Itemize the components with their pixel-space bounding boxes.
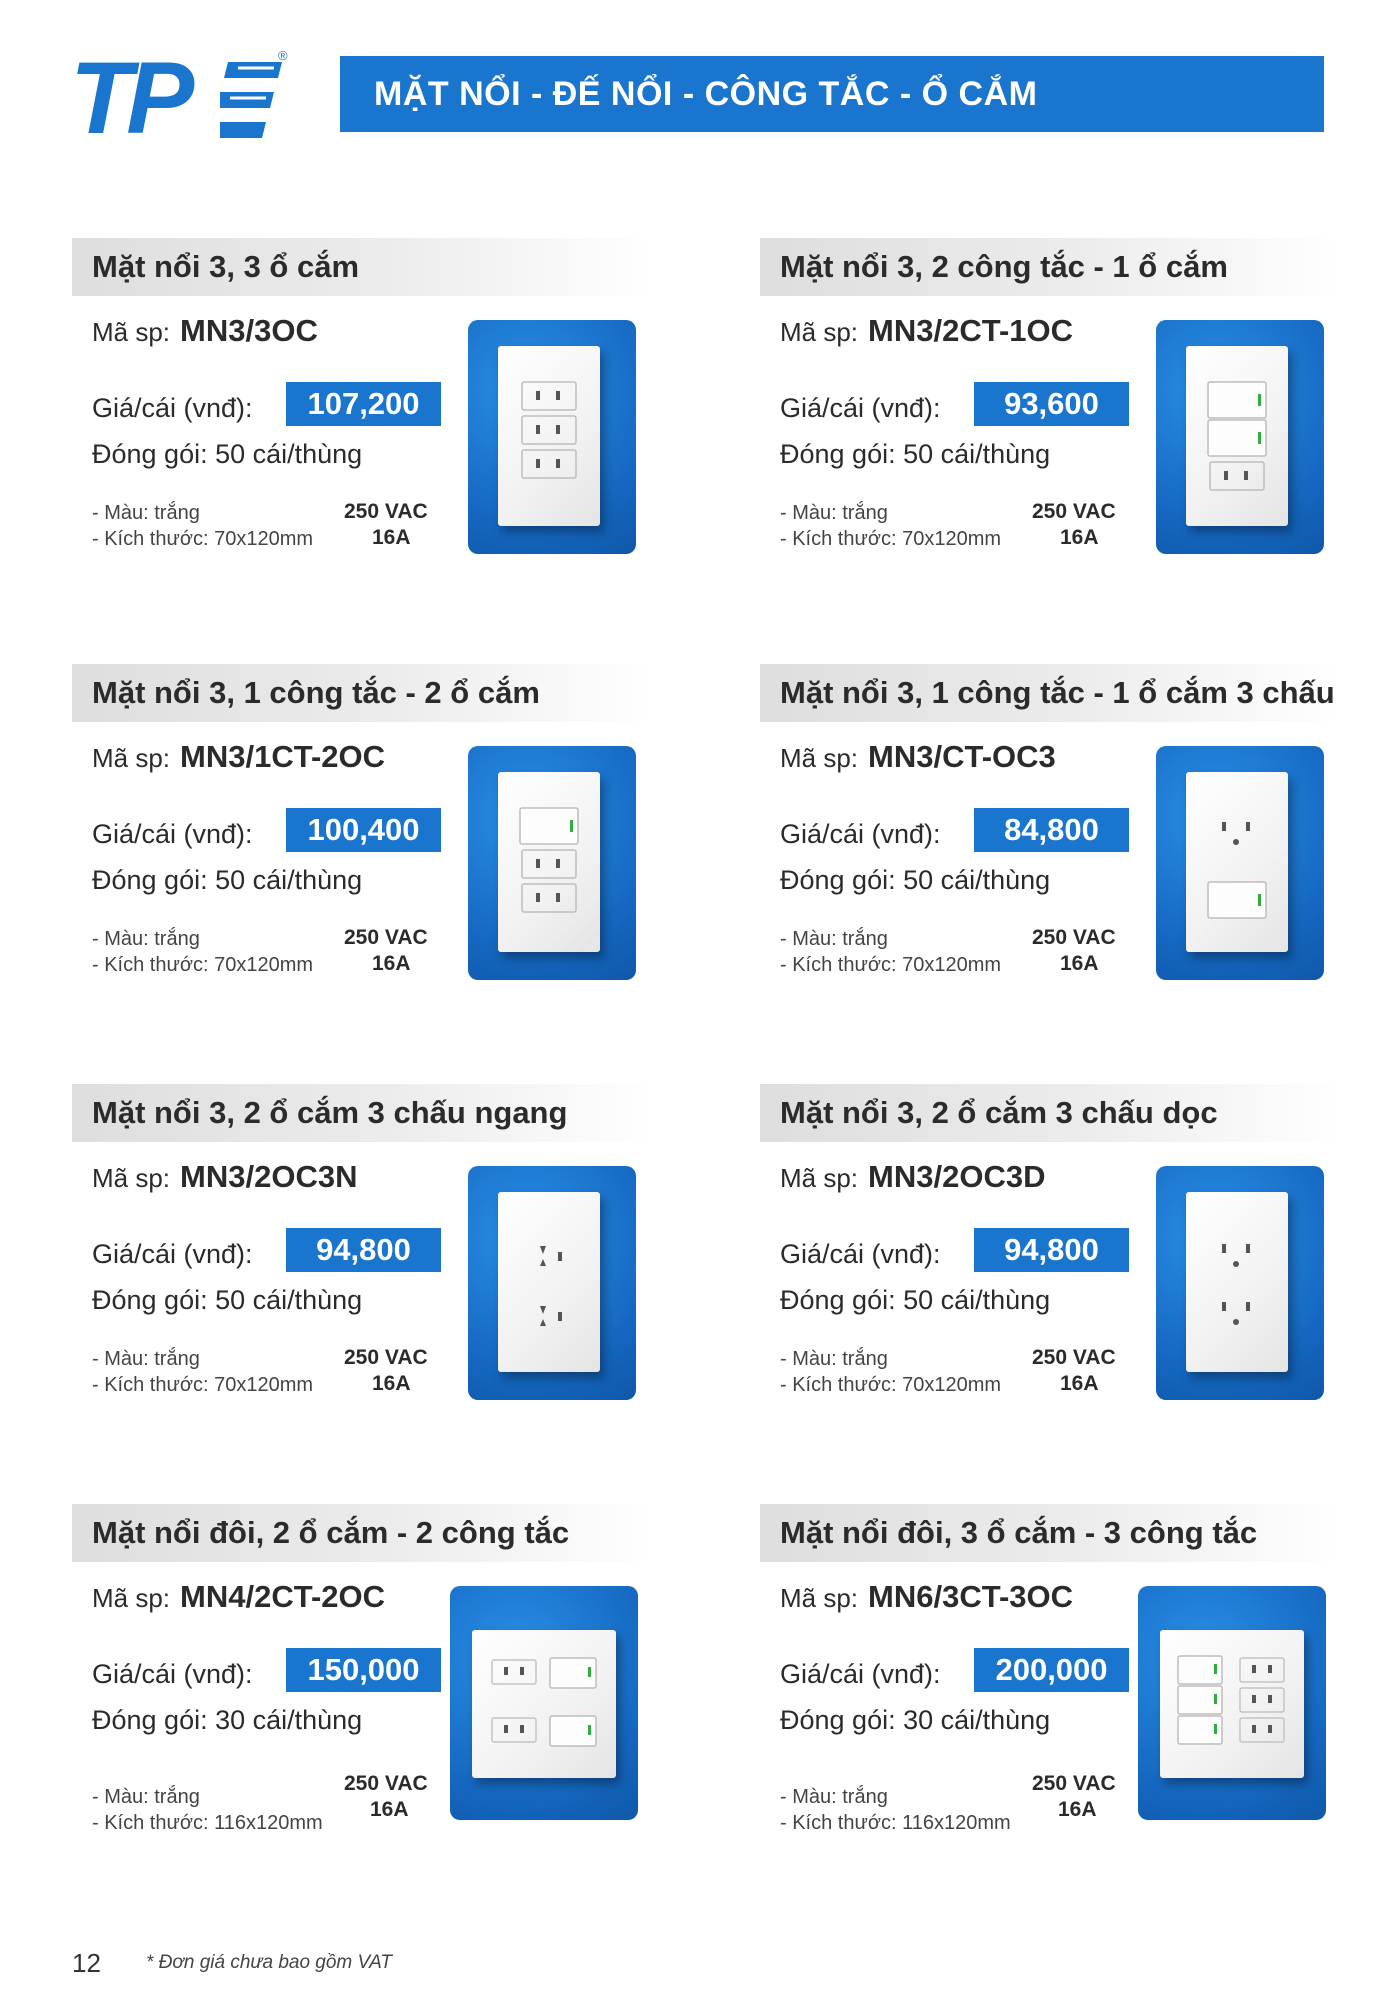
product-card <box>760 1504 1380 1834</box>
product-card <box>72 238 692 568</box>
price-label: Giá/cái (vnđ): <box>780 1239 941 1269</box>
product-code: Mã sp: MN4/2CT-2OC <box>92 1579 386 1614</box>
current-spec: 16A <box>1060 526 1099 549</box>
wall-plate <box>498 346 600 526</box>
product-code: Mã sp: MN3/CT-OC3 <box>780 739 1056 774</box>
product-header <box>72 664 652 722</box>
brand-logo <box>70 41 300 155</box>
product-image <box>468 1166 636 1400</box>
current-spec: 16A <box>1058 1798 1097 1821</box>
registered-mark: ® <box>278 48 288 63</box>
current-spec: 16A <box>372 952 411 975</box>
product-card <box>72 1504 692 1834</box>
product-code-value: MN3/CT-OC3 <box>868 739 1056 774</box>
voltage-spec: 250 VAC <box>1032 1346 1116 1369</box>
voltage-spec: 250 VAC <box>1032 500 1116 523</box>
banner-title: MẶT NỔI - ĐẾ NỔI - CÔNG TẮC - Ổ CẮM <box>374 74 1038 113</box>
color-spec: - Màu: trắng <box>780 502 888 524</box>
product-name: Mặt nổi 3, 2 công tắc - 1 ổ cắm <box>780 249 1228 284</box>
product-code: Mã sp: MN3/3OC <box>92 313 318 348</box>
socket-icon <box>522 382 576 478</box>
color-spec: - Màu: trắng <box>780 1786 888 1808</box>
packaging-info: Đóng gói: 50 cái/thùng <box>780 439 1051 469</box>
wall-plate <box>472 1630 616 1778</box>
product-code: Mã sp: MN3/2OC3D <box>780 1159 1046 1194</box>
logo-text: TP <box>70 41 189 155</box>
color-spec: - Màu: trắng <box>92 1786 200 1808</box>
price-badge: 100,400 <box>286 808 441 852</box>
voltage-spec: 250 VAC <box>1032 1772 1116 1795</box>
packaging-info: Đóng gói: 50 cái/thùng <box>780 865 1051 895</box>
product-name: Mặt nổi 3, 1 công tắc - 2 ổ cắm <box>92 675 540 710</box>
wall-plate <box>1186 346 1288 526</box>
product-header <box>72 1084 652 1142</box>
product-card <box>72 664 692 994</box>
voltage-spec: 250 VAC <box>344 1772 428 1795</box>
price-label: Giá/cái (vnđ): <box>92 1239 253 1269</box>
product-image <box>468 320 636 554</box>
voltage-spec: 250 VAC <box>344 500 428 523</box>
wall-plate <box>1160 1630 1304 1778</box>
product-code: Mã sp: MN3/2CT-1OC <box>780 313 1074 348</box>
price-badge: 107,200 <box>286 382 441 426</box>
product-image <box>1156 1166 1324 1400</box>
color-spec: - Màu: trắng <box>92 1348 200 1370</box>
product-header <box>72 238 652 296</box>
packaging-info: Đóng gói: 30 cái/thùng <box>92 1705 363 1735</box>
packaging-info: Đóng gói: 50 cái/thùng <box>780 1285 1051 1315</box>
product-card <box>760 664 1380 994</box>
product-code: Mã sp: MN3/1CT-2OC <box>92 739 386 774</box>
product-card <box>760 1084 1380 1414</box>
product-header <box>760 1504 1340 1562</box>
current-spec: 16A <box>372 526 411 549</box>
color-spec: - Màu: trắng <box>780 928 888 950</box>
product-image <box>1156 746 1324 980</box>
color-spec: - Màu: trắng <box>92 502 200 524</box>
product-header <box>760 1084 1340 1142</box>
color-spec: - Màu: trắng <box>780 1348 888 1370</box>
product-image <box>1156 320 1324 554</box>
size-spec: - Kích thước: 70x120mm <box>780 1374 1002 1396</box>
product-header <box>72 1504 652 1562</box>
price-badge: 150,000 <box>286 1648 441 1692</box>
product-code-value: MN3/2OC3N <box>180 1159 358 1194</box>
product-code-value: MN3/2OC3D <box>868 1159 1046 1194</box>
size-spec: - Kích thước: 70x120mm <box>92 1374 314 1396</box>
product-header <box>760 664 1340 722</box>
logo-stripes-icon <box>220 54 290 144</box>
size-spec: - Kích thước: 116x120mm <box>92 1812 323 1834</box>
product-code-value: MN4/2CT-2OC <box>180 1579 386 1614</box>
price-label: Giá/cái (vnđ): <box>92 1659 253 1689</box>
price-label: Giá/cái (vnđ): <box>92 393 253 423</box>
product-code: Mã sp: MN3/2OC3N <box>92 1159 358 1194</box>
product-image <box>1138 1586 1326 1820</box>
packaging-info: Đóng gói: 50 cái/thùng <box>92 439 363 469</box>
current-spec: 16A <box>1060 952 1099 975</box>
product-name: Mặt nổi 3, 1 công tắc - 1 ổ cắm 3 chấu <box>780 675 1335 710</box>
product-name: Mặt nổi 3, 3 ổ cắm <box>92 249 360 284</box>
wall-plate <box>1186 1192 1288 1372</box>
current-spec: 16A <box>372 1372 411 1395</box>
page-number: 12 <box>72 1948 101 1978</box>
product-code-value: MN3/2CT-1OC <box>868 313 1074 348</box>
packaging-info: Đóng gói: 50 cái/thùng <box>92 865 363 895</box>
product-card <box>760 238 1380 568</box>
price-badge: 94,800 <box>974 1228 1129 1272</box>
product-card <box>72 1084 692 1414</box>
product-name: Mặt nổi 3, 2 ổ cắm 3 chấu ngang <box>92 1095 568 1130</box>
price-label: Giá/cái (vnđ): <box>780 819 941 849</box>
vat-note: * Đơn giá chưa bao gồm VAT <box>146 1952 393 1973</box>
current-spec: 16A <box>370 1798 409 1821</box>
product-code: Mã sp: MN6/3CT-3OC <box>780 1579 1074 1614</box>
voltage-spec: 250 VAC <box>344 1346 428 1369</box>
wall-plate <box>498 1192 600 1372</box>
product-name: Mặt nổi đôi, 3 ổ cắm - 3 công tắc <box>780 1515 1258 1550</box>
product-name: Mặt nổi 3, 2 ổ cắm 3 chấu dọc <box>780 1095 1218 1130</box>
price-badge: 94,800 <box>286 1228 441 1272</box>
product-code-value: MN6/3CT-3OC <box>868 1579 1074 1614</box>
size-spec: - Kích thước: 70x120mm <box>780 954 1002 976</box>
size-spec: - Kích thước: 70x120mm <box>92 954 314 976</box>
product-code-value: MN3/1CT-2OC <box>180 739 386 774</box>
color-spec: - Màu: trắng <box>92 928 200 950</box>
wall-plate <box>1186 772 1288 952</box>
packaging-info: Đóng gói: 50 cái/thùng <box>92 1285 363 1315</box>
size-spec: - Kích thước: 70x120mm <box>92 528 314 550</box>
product-code-value: MN3/3OC <box>180 313 318 348</box>
price-badge: 84,800 <box>974 808 1129 852</box>
price-label: Giá/cái (vnđ): <box>780 1659 941 1689</box>
switch-icon <box>1208 382 1266 456</box>
price-badge: 93,600 <box>974 382 1129 426</box>
wall-plate <box>498 772 600 952</box>
price-label: Giá/cái (vnđ): <box>92 819 253 849</box>
product-header <box>760 238 1340 296</box>
current-spec: 16A <box>1060 1372 1099 1395</box>
size-spec: - Kích thước: 70x120mm <box>780 528 1002 550</box>
page-banner <box>340 56 1324 132</box>
price-label: Giá/cái (vnđ): <box>780 393 941 423</box>
price-badge: 200,000 <box>974 1648 1129 1692</box>
product-image <box>450 1586 638 1820</box>
voltage-spec: 250 VAC <box>1032 926 1116 949</box>
voltage-spec: 250 VAC <box>344 926 428 949</box>
size-spec: - Kích thước: 116x120mm <box>780 1812 1011 1834</box>
product-image <box>468 746 636 980</box>
product-name: Mặt nổi đôi, 2 ổ cắm - 2 công tắc <box>92 1515 570 1550</box>
packaging-info: Đóng gói: 30 cái/thùng <box>780 1705 1051 1735</box>
